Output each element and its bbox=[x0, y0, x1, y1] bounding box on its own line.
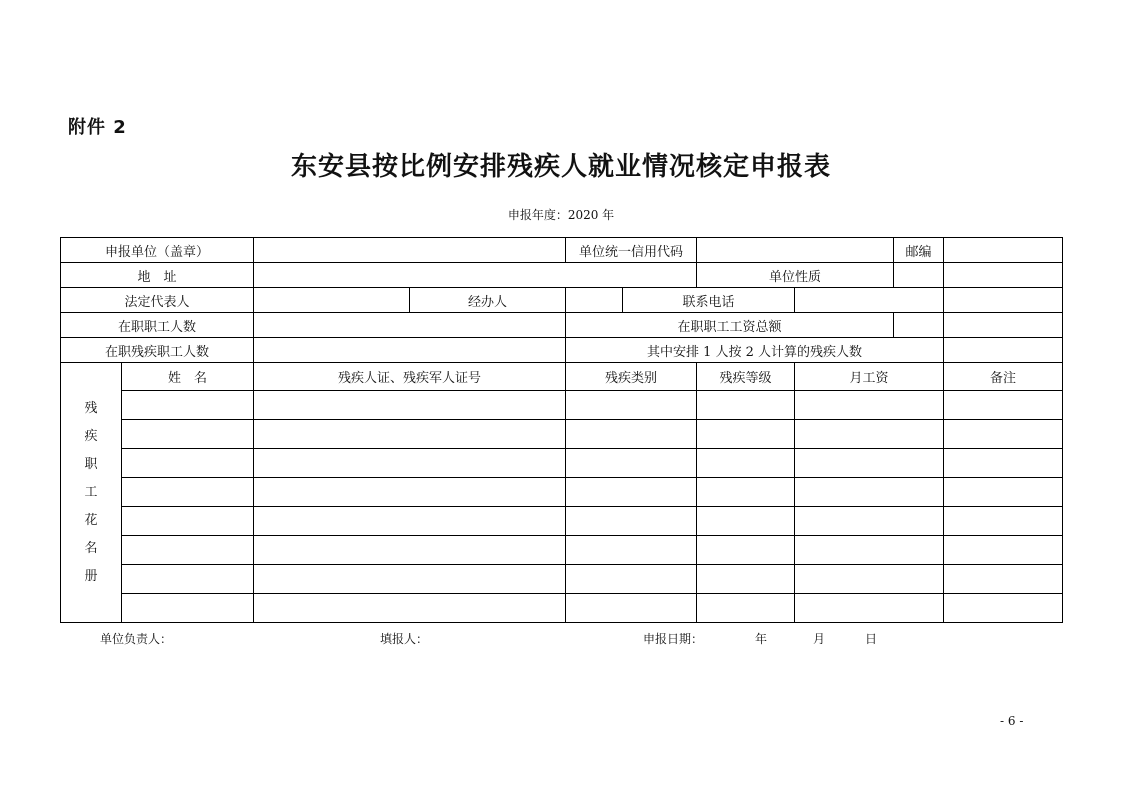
date-label: 申报日期： bbox=[643, 632, 704, 646]
name-cell[interactable] bbox=[122, 391, 254, 420]
grade-cell[interactable] bbox=[697, 536, 795, 565]
roster-row bbox=[61, 478, 1063, 507]
wage-cell[interactable] bbox=[795, 478, 944, 507]
side-char: 疾 bbox=[84, 428, 98, 444]
double-count-label: 其中安排 1 人按 2 人计算的残疾人数 bbox=[566, 338, 944, 363]
handler-label: 经办人 bbox=[410, 288, 566, 313]
col-header-monthly-wage: 月工资 bbox=[795, 363, 944, 391]
roster-row bbox=[61, 565, 1063, 594]
cert-cell[interactable] bbox=[254, 449, 566, 478]
name-cell[interactable] bbox=[122, 449, 254, 478]
postcode-field[interactable] bbox=[944, 238, 1063, 263]
roster-row bbox=[61, 391, 1063, 420]
remarks-cell[interactable] bbox=[944, 391, 1063, 420]
form-row-unit bbox=[61, 238, 1063, 263]
roster-side-label bbox=[61, 363, 122, 623]
date-month-label: 月 bbox=[813, 632, 826, 646]
filler-label: 填报人： bbox=[380, 632, 429, 646]
grade-cell[interactable] bbox=[697, 565, 795, 594]
roster-row bbox=[61, 507, 1063, 536]
grade-cell[interactable] bbox=[697, 420, 795, 449]
category-cell[interactable] bbox=[566, 391, 697, 420]
grade-cell[interactable] bbox=[697, 594, 795, 623]
col-header-grade: 残疾等级 bbox=[697, 363, 795, 391]
remarks-cell[interactable] bbox=[944, 478, 1063, 507]
date-day-label: 日 bbox=[865, 632, 878, 646]
page-title: 东安县按比例安排残疾人就业情况核定申报表 bbox=[290, 152, 831, 182]
wage-cell[interactable] bbox=[795, 536, 944, 565]
double-count-field[interactable] bbox=[944, 338, 1063, 363]
staff-count-field[interactable] bbox=[254, 313, 566, 338]
remarks-cell[interactable] bbox=[944, 449, 1063, 478]
cert-cell[interactable] bbox=[254, 478, 566, 507]
phone-field[interactable] bbox=[795, 288, 944, 313]
category-cell[interactable] bbox=[566, 420, 697, 449]
handler-field[interactable] bbox=[566, 288, 623, 313]
remarks-cell[interactable] bbox=[944, 420, 1063, 449]
applicant-unit-label: 申报单位（盖章） bbox=[61, 238, 254, 263]
page-number: - 6 - bbox=[1000, 714, 1024, 728]
wage-cell[interactable] bbox=[795, 507, 944, 536]
disabled-staff-count-field[interactable] bbox=[254, 338, 566, 363]
side-char: 名 bbox=[84, 540, 98, 556]
col-header-name: 姓 名 bbox=[122, 363, 254, 391]
roster-row bbox=[61, 420, 1063, 449]
side-char: 残 bbox=[84, 400, 98, 416]
declaration-form bbox=[60, 237, 1063, 623]
wage-cell[interactable] bbox=[795, 391, 944, 420]
attachment-label: 附件 2 bbox=[68, 117, 127, 138]
credit-code-field[interactable] bbox=[697, 238, 894, 263]
credit-code-label: 单位统一信用代码 bbox=[566, 238, 697, 263]
name-cell[interactable] bbox=[122, 478, 254, 507]
phone-label: 联系电话 bbox=[623, 288, 795, 313]
roster-header-row bbox=[61, 363, 1063, 391]
side-char: 工 bbox=[84, 484, 98, 500]
wage-cell[interactable] bbox=[795, 594, 944, 623]
form-row-staff bbox=[61, 313, 1063, 338]
name-cell[interactable] bbox=[122, 565, 254, 594]
legal-rep-label: 法定代表人 bbox=[61, 288, 254, 313]
postcode-label: 邮编 bbox=[894, 238, 944, 263]
wage-cell[interactable] bbox=[795, 565, 944, 594]
grade-cell[interactable] bbox=[697, 478, 795, 507]
wage-total-field[interactable] bbox=[894, 313, 944, 338]
name-cell[interactable] bbox=[122, 536, 254, 565]
side-char: 花 bbox=[84, 512, 98, 528]
address-label: 地 址 bbox=[61, 263, 254, 288]
form-row-address bbox=[61, 263, 1063, 288]
wage-cell[interactable] bbox=[795, 420, 944, 449]
name-cell[interactable] bbox=[122, 507, 254, 536]
cert-cell[interactable] bbox=[254, 420, 566, 449]
side-char: 册 bbox=[84, 568, 98, 584]
form-row-legal bbox=[61, 288, 1063, 313]
category-cell[interactable] bbox=[566, 507, 697, 536]
date-year-label: 年 bbox=[755, 632, 768, 646]
cert-cell[interactable] bbox=[254, 565, 566, 594]
remarks-cell[interactable] bbox=[944, 507, 1063, 536]
unit-nature-extra-field[interactable] bbox=[944, 263, 1063, 288]
phone-extra-field[interactable] bbox=[944, 288, 1063, 313]
wage-total-label: 在职职工工资总额 bbox=[566, 313, 894, 338]
remarks-cell[interactable] bbox=[944, 565, 1063, 594]
grade-cell[interactable] bbox=[697, 507, 795, 536]
report-year: 申报年度：2020 年 bbox=[507, 208, 615, 222]
unit-head-label: 单位负责人： bbox=[100, 632, 173, 646]
remarks-cell[interactable] bbox=[944, 536, 1063, 565]
col-header-category: 残疾类别 bbox=[566, 363, 697, 391]
category-cell[interactable] bbox=[566, 536, 697, 565]
unit-nature-field[interactable] bbox=[894, 263, 944, 288]
cert-cell[interactable] bbox=[254, 536, 566, 565]
grade-cell[interactable] bbox=[697, 391, 795, 420]
wage-cell[interactable] bbox=[795, 449, 944, 478]
side-char: 职 bbox=[84, 456, 98, 472]
unit-nature-label: 单位性质 bbox=[697, 263, 894, 288]
category-cell[interactable] bbox=[566, 449, 697, 478]
roster-row bbox=[61, 449, 1063, 478]
legal-rep-field[interactable] bbox=[254, 288, 410, 313]
name-cell[interactable] bbox=[122, 420, 254, 449]
disabled-staff-count-label: 在职残疾职工人数 bbox=[61, 338, 254, 363]
remarks-cell[interactable] bbox=[944, 594, 1063, 623]
address-field[interactable] bbox=[254, 263, 697, 288]
name-cell[interactable] bbox=[122, 594, 254, 623]
col-header-cert-number: 残疾人证、残疾军人证号 bbox=[254, 363, 566, 391]
cert-cell[interactable] bbox=[254, 594, 566, 623]
category-cell[interactable] bbox=[566, 565, 697, 594]
wage-total-extra-field[interactable] bbox=[944, 313, 1063, 338]
cert-cell[interactable] bbox=[254, 507, 566, 536]
roster-row bbox=[61, 594, 1063, 623]
roster-row bbox=[61, 536, 1063, 565]
form-row-disabled-staff bbox=[61, 338, 1063, 363]
category-cell[interactable] bbox=[566, 478, 697, 507]
category-cell[interactable] bbox=[566, 594, 697, 623]
grade-cell[interactable] bbox=[697, 449, 795, 478]
col-header-remarks: 备注 bbox=[944, 363, 1063, 391]
staff-count-label: 在职职工人数 bbox=[61, 313, 254, 338]
applicant-unit-field[interactable] bbox=[254, 238, 566, 263]
cert-cell[interactable] bbox=[254, 391, 566, 420]
